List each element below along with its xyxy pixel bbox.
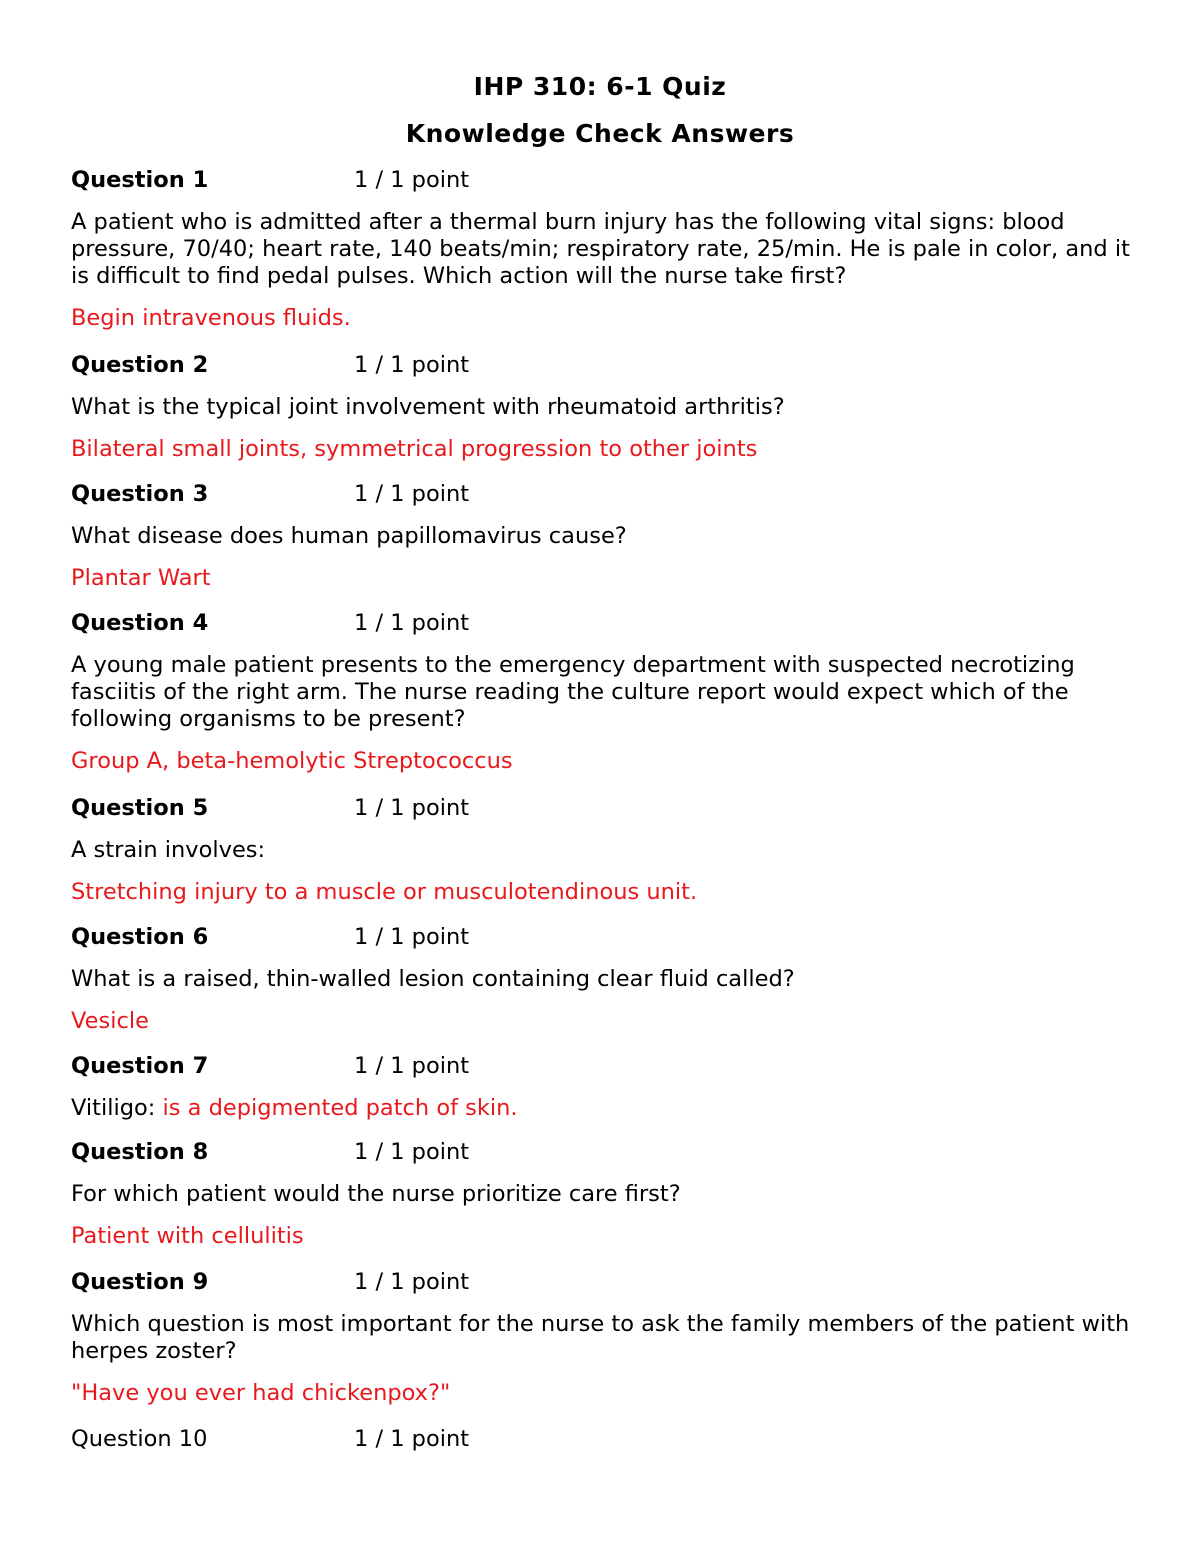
question-score: 1 / 1 point xyxy=(354,924,470,950)
question-block-10 xyxy=(71,1425,1131,1453)
question-header xyxy=(71,1425,1131,1453)
answer-text: is a depigmented patch of skin. xyxy=(162,1095,518,1121)
question-block-7 xyxy=(71,1052,1131,1122)
question-header xyxy=(71,794,1131,822)
question-block-5 xyxy=(71,794,1131,906)
question-score: 1 / 1 point xyxy=(354,1269,470,1295)
question-header xyxy=(71,609,1131,637)
question-label: Question 8 xyxy=(71,1139,209,1165)
question-text: What is the typical joint involvement with rheumatoid arthritis? xyxy=(71,394,785,420)
question-score: 1 / 1 point xyxy=(354,1139,470,1165)
question-label: Question 3 xyxy=(71,481,209,507)
question-score: 1 / 1 point xyxy=(354,1426,470,1452)
question-score: 1 / 1 point xyxy=(354,1053,470,1079)
question-text xyxy=(71,1095,1131,1122)
question-label: Question 5 xyxy=(71,795,209,821)
question-text: What disease does human papillomavirus cause? xyxy=(71,523,627,549)
question-block-6 xyxy=(71,923,1131,1035)
answer-text: "Have you ever had chickenpox?" xyxy=(71,1380,451,1406)
question-text: A strain involves: xyxy=(71,837,266,863)
question-text: Which question is most important for the nurse to ask the family members of the patient with herpes zoster? xyxy=(71,1311,1130,1364)
question-header xyxy=(71,166,1131,194)
answer-text: Plantar Wart xyxy=(71,565,211,591)
question-prompt: Vitiligo: xyxy=(71,1095,163,1121)
question-block-2 xyxy=(71,351,1131,463)
question-label: Question 7 xyxy=(71,1053,209,1079)
question-header xyxy=(71,923,1131,951)
question-block-1 xyxy=(71,166,1131,332)
question-label: Question 9 xyxy=(71,1269,209,1295)
question-score: 1 / 1 point xyxy=(354,352,470,378)
document-subtitle: Knowledge Check Answers xyxy=(405,119,795,148)
answer-text: Begin intravenous fluids. xyxy=(71,305,351,331)
answer-text: Patient with cellulitis xyxy=(71,1223,304,1249)
question-label: Question 2 xyxy=(71,352,209,378)
question-header xyxy=(71,1268,1131,1296)
question-label: Question 1 xyxy=(71,167,209,193)
answer-text: Vesicle xyxy=(71,1008,149,1034)
document-title: IHP 310: 6-1 Quiz xyxy=(473,72,727,101)
question-block-4 xyxy=(71,609,1131,775)
question-header xyxy=(71,1052,1131,1080)
question-label: Question 10 xyxy=(71,1426,208,1452)
question-label: Question 6 xyxy=(71,924,209,950)
question-score: 1 / 1 point xyxy=(354,481,470,507)
question-block-3 xyxy=(71,480,1131,592)
answer-text: Bilateral small joints, symmetrical progression to other joints xyxy=(71,436,758,462)
question-block-9 xyxy=(71,1268,1131,1407)
question-block-8 xyxy=(71,1138,1131,1250)
question-header xyxy=(71,480,1131,508)
question-text: A patient who is admitted after a thermal burn injury has the following vital signs: blood pressure, 70/40; heart rate, 140 beats/min; respiratory rate, 25/min. He is pale in color, and it is difficult to find pedal pulses. Which action will the nurse take first? xyxy=(71,209,1130,289)
answer-text: Stretching injury to a muscle or musculotendinous unit. xyxy=(71,879,698,905)
question-score: 1 / 1 point xyxy=(354,795,470,821)
question-text: For which patient would the nurse prioritize care first? xyxy=(71,1181,681,1207)
question-text: What is a raised, thin-walled lesion containing clear fluid called? xyxy=(71,966,795,992)
answer-text: Group A, beta-hemolytic Streptococcus xyxy=(71,748,513,774)
question-label: Question 4 xyxy=(71,610,209,636)
question-score: 1 / 1 point xyxy=(354,167,470,193)
question-header xyxy=(71,351,1131,379)
question-score: 1 / 1 point xyxy=(354,610,470,636)
question-header xyxy=(71,1138,1131,1166)
question-text: A young male patient presents to the emergency department with suspected necrotizing fasciitis of the right arm. The nurse reading the culture report would expect which of the following organisms to be present? xyxy=(71,652,1075,732)
